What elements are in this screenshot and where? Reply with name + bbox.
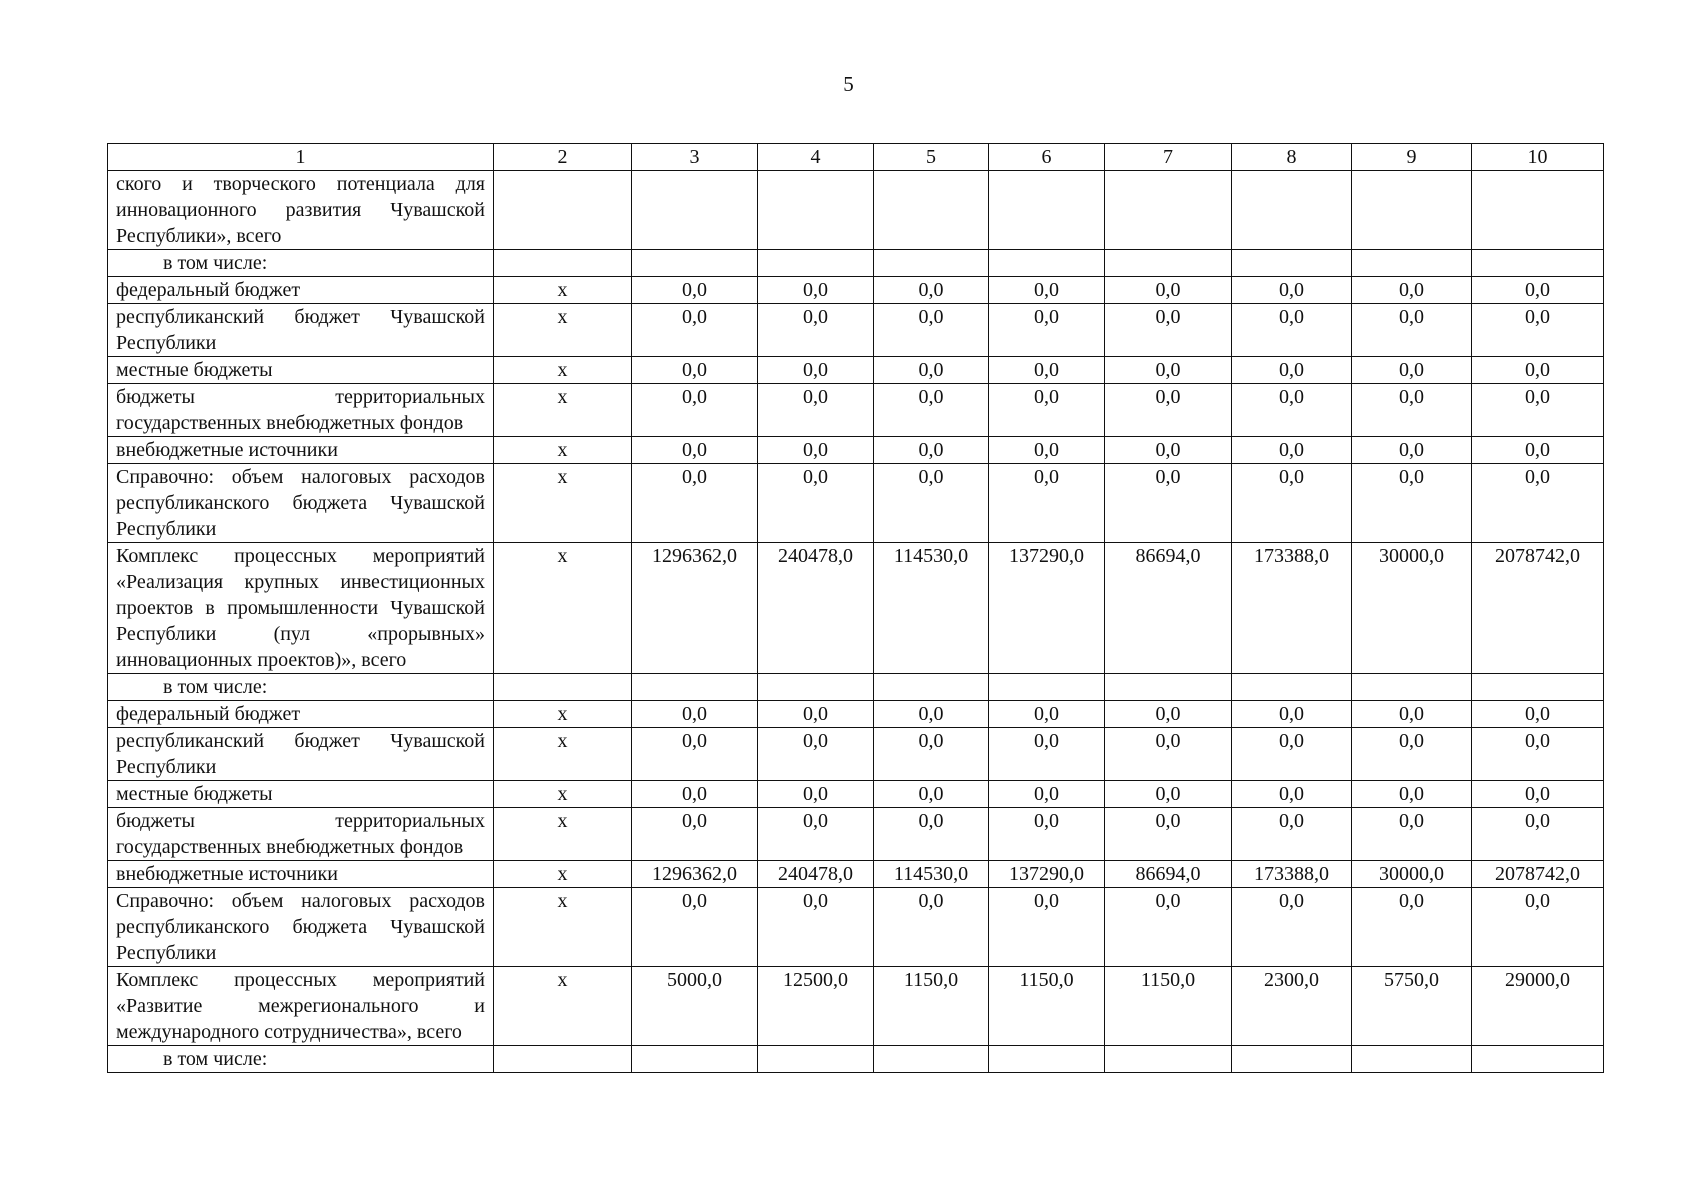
cell-value: 0,0 xyxy=(632,808,758,861)
cell-value: 0,0 xyxy=(1352,437,1472,464)
row-label: федеральный бюджет xyxy=(108,701,494,728)
cell-value: 0,0 xyxy=(1352,808,1472,861)
column-header: 2 xyxy=(494,144,632,171)
cell-value: 0,0 xyxy=(1352,701,1472,728)
table-row xyxy=(108,543,1604,674)
cell-value: 0,0 xyxy=(1472,277,1604,304)
cell-value xyxy=(1232,171,1352,250)
cell-value: 12500,0 xyxy=(758,967,874,1046)
cell-value: 0,0 xyxy=(632,277,758,304)
cell-value: 1296362,0 xyxy=(632,543,758,674)
cell-value: 0,0 xyxy=(989,808,1105,861)
cell-marker: x xyxy=(494,543,632,674)
column-header: 5 xyxy=(874,144,989,171)
cell-value xyxy=(632,250,758,277)
column-header: 9 xyxy=(1352,144,1472,171)
cell-value xyxy=(1232,1046,1352,1073)
table-row xyxy=(108,701,1604,728)
cell-value: 0,0 xyxy=(1472,701,1604,728)
cell-value: 0,0 xyxy=(1472,304,1604,357)
cell-marker: x xyxy=(494,701,632,728)
cell-value: 0,0 xyxy=(989,728,1105,781)
cell-marker xyxy=(494,250,632,277)
cell-value: 0,0 xyxy=(632,384,758,437)
cell-marker: x xyxy=(494,781,632,808)
cell-value: 5000,0 xyxy=(632,967,758,1046)
cell-value: 0,0 xyxy=(989,437,1105,464)
cell-value xyxy=(1352,674,1472,701)
cell-value: 0,0 xyxy=(1352,357,1472,384)
cell-value: 0,0 xyxy=(758,437,874,464)
cell-value xyxy=(1232,250,1352,277)
cell-value: 0,0 xyxy=(1232,304,1352,357)
cell-value: 0,0 xyxy=(1105,437,1232,464)
table-row xyxy=(108,888,1604,967)
cell-value: 0,0 xyxy=(874,384,989,437)
table-row xyxy=(108,384,1604,437)
cell-value: 240478,0 xyxy=(758,861,874,888)
cell-value: 1150,0 xyxy=(989,967,1105,1046)
cell-value xyxy=(632,1046,758,1073)
cell-value xyxy=(758,1046,874,1073)
table-row xyxy=(108,808,1604,861)
cell-value: 30000,0 xyxy=(1352,543,1472,674)
cell-value xyxy=(1472,250,1604,277)
cell-value: 0,0 xyxy=(989,781,1105,808)
row-label: федеральный бюджет xyxy=(108,277,494,304)
cell-marker: x xyxy=(494,728,632,781)
cell-value xyxy=(758,674,874,701)
cell-value xyxy=(874,1046,989,1073)
page-number: 5 xyxy=(843,72,854,96)
row-label: местные бюджеты xyxy=(108,781,494,808)
row-label: внебюджетные источники xyxy=(108,861,494,888)
column-header: 1 xyxy=(108,144,494,171)
cell-value: 0,0 xyxy=(758,701,874,728)
cell-value xyxy=(632,171,758,250)
column-header: 8 xyxy=(1232,144,1352,171)
cell-value: 0,0 xyxy=(758,277,874,304)
header-row xyxy=(108,144,1604,171)
cell-value: 0,0 xyxy=(1352,888,1472,967)
cell-value: 0,0 xyxy=(1232,357,1352,384)
cell-value: 0,0 xyxy=(1105,277,1232,304)
cell-value xyxy=(1232,674,1352,701)
cell-value: 0,0 xyxy=(1105,808,1232,861)
cell-value: 0,0 xyxy=(989,277,1105,304)
cell-value xyxy=(1352,250,1472,277)
cell-value: 0,0 xyxy=(1352,781,1472,808)
column-header: 3 xyxy=(632,144,758,171)
cell-value: 0,0 xyxy=(874,437,989,464)
cell-value: 137290,0 xyxy=(989,543,1105,674)
cell-value: 0,0 xyxy=(1232,437,1352,464)
cell-value: 1150,0 xyxy=(1105,967,1232,1046)
table-row xyxy=(108,171,1604,250)
cell-value: 2078742,0 xyxy=(1472,543,1604,674)
cell-value: 240478,0 xyxy=(758,543,874,674)
cell-value: 0,0 xyxy=(632,728,758,781)
row-label: внебюджетные источники xyxy=(108,437,494,464)
cell-value: 0,0 xyxy=(1105,781,1232,808)
cell-value xyxy=(1472,674,1604,701)
cell-value: 0,0 xyxy=(758,304,874,357)
cell-value: 0,0 xyxy=(874,357,989,384)
row-label: в том числе: xyxy=(108,674,494,701)
cell-value: 29000,0 xyxy=(1472,967,1604,1046)
cell-value: 0,0 xyxy=(1472,464,1604,543)
cell-value: 0,0 xyxy=(1352,384,1472,437)
cell-value: 0,0 xyxy=(758,464,874,543)
cell-value: 0,0 xyxy=(1352,277,1472,304)
table-row xyxy=(108,304,1604,357)
cell-value: 0,0 xyxy=(758,888,874,967)
cell-value: 30000,0 xyxy=(1352,861,1472,888)
table-row xyxy=(108,674,1604,701)
table-row xyxy=(108,250,1604,277)
cell-value xyxy=(874,674,989,701)
cell-marker: x xyxy=(494,384,632,437)
cell-value: 0,0 xyxy=(1232,728,1352,781)
row-label: республиканский бюджет Чувашской Республики xyxy=(108,304,494,357)
cell-marker: x xyxy=(494,464,632,543)
cell-marker: x xyxy=(494,277,632,304)
cell-marker: x xyxy=(494,967,632,1046)
cell-value xyxy=(758,171,874,250)
table-row xyxy=(108,781,1604,808)
cell-value: 0,0 xyxy=(1105,384,1232,437)
cell-value: 0,0 xyxy=(874,464,989,543)
cell-value xyxy=(1105,1046,1232,1073)
column-header: 4 xyxy=(758,144,874,171)
cell-value xyxy=(874,171,989,250)
row-label: республиканский бюджет Чувашской Республики xyxy=(108,728,494,781)
cell-marker: x xyxy=(494,888,632,967)
budget-table xyxy=(107,143,1604,1073)
cell-value: 114530,0 xyxy=(874,543,989,674)
table-row xyxy=(108,437,1604,464)
cell-value: 0,0 xyxy=(1105,304,1232,357)
cell-value: 0,0 xyxy=(874,304,989,357)
cell-value: 0,0 xyxy=(1232,464,1352,543)
cell-value: 0,0 xyxy=(1105,888,1232,967)
cell-marker xyxy=(494,171,632,250)
cell-marker: x xyxy=(494,861,632,888)
cell-value xyxy=(1105,674,1232,701)
table-body xyxy=(108,171,1604,1073)
cell-value: 0,0 xyxy=(874,277,989,304)
cell-marker xyxy=(494,1046,632,1073)
cell-value: 86694,0 xyxy=(1105,543,1232,674)
table-row xyxy=(108,967,1604,1046)
cell-value: 0,0 xyxy=(632,357,758,384)
cell-marker: x xyxy=(494,808,632,861)
cell-value: 0,0 xyxy=(758,357,874,384)
row-label: в том числе: xyxy=(108,1046,494,1073)
cell-value xyxy=(874,250,989,277)
cell-value: 0,0 xyxy=(632,701,758,728)
cell-marker: x xyxy=(494,357,632,384)
row-label: местные бюджеты xyxy=(108,357,494,384)
cell-value xyxy=(989,1046,1105,1073)
column-header: 7 xyxy=(1105,144,1232,171)
row-label: Справочно: объем налоговых расходов республиканского бюджета Чувашской Республики xyxy=(108,888,494,967)
cell-value: 0,0 xyxy=(758,808,874,861)
cell-value: 0,0 xyxy=(1352,728,1472,781)
table-row xyxy=(108,1046,1604,1073)
cell-value: 0,0 xyxy=(632,464,758,543)
cell-value: 1150,0 xyxy=(874,967,989,1046)
table-row xyxy=(108,357,1604,384)
row-label: бюджеты территориальных государственных внебюджетных фондов xyxy=(108,384,494,437)
cell-value: 0,0 xyxy=(1232,701,1352,728)
cell-value: 0,0 xyxy=(874,808,989,861)
cell-value: 0,0 xyxy=(1472,888,1604,967)
cell-value xyxy=(1352,1046,1472,1073)
cell-value xyxy=(989,250,1105,277)
cell-value: 5750,0 xyxy=(1352,967,1472,1046)
row-label: в том числе: xyxy=(108,250,494,277)
cell-value xyxy=(758,250,874,277)
cell-value: 0,0 xyxy=(632,888,758,967)
cell-value: 86694,0 xyxy=(1105,861,1232,888)
cell-value: 0,0 xyxy=(1472,808,1604,861)
cell-value: 0,0 xyxy=(989,384,1105,437)
cell-value: 0,0 xyxy=(1472,437,1604,464)
cell-value: 0,0 xyxy=(989,304,1105,357)
cell-value: 0,0 xyxy=(758,384,874,437)
cell-value: 0,0 xyxy=(874,728,989,781)
cell-value: 0,0 xyxy=(989,888,1105,967)
row-label: бюджеты территориальных государственных внебюджетных фондов xyxy=(108,808,494,861)
cell-value: 0,0 xyxy=(758,781,874,808)
row-label: Комплекс процессных мероприятий «Развитие межрегионального и международного сотрудничества», всего xyxy=(108,967,494,1046)
cell-value: 0,0 xyxy=(1472,384,1604,437)
cell-value: 2300,0 xyxy=(1232,967,1352,1046)
cell-value: 114530,0 xyxy=(874,861,989,888)
cell-value: 0,0 xyxy=(1232,277,1352,304)
cell-value: 0,0 xyxy=(1352,304,1472,357)
cell-value: 0,0 xyxy=(989,464,1105,543)
table-row xyxy=(108,277,1604,304)
cell-value: 0,0 xyxy=(989,701,1105,728)
cell-value: 1296362,0 xyxy=(632,861,758,888)
cell-value: 0,0 xyxy=(874,888,989,967)
column-header: 6 xyxy=(989,144,1105,171)
row-label: Справочно: объем налоговых расходов республиканского бюджета Чувашской Республики xyxy=(108,464,494,543)
cell-value: 0,0 xyxy=(758,728,874,781)
cell-value: 0,0 xyxy=(1105,357,1232,384)
cell-value xyxy=(989,674,1105,701)
table-row xyxy=(108,728,1604,781)
cell-value: 0,0 xyxy=(1105,464,1232,543)
cell-value: 0,0 xyxy=(1472,728,1604,781)
table-row xyxy=(108,861,1604,888)
cell-value: 0,0 xyxy=(1232,808,1352,861)
row-label: ского и творческого потенциала для инновационного развития Чувашской Республики», всего xyxy=(108,171,494,250)
cell-value xyxy=(1472,171,1604,250)
table-row xyxy=(108,464,1604,543)
cell-value: 0,0 xyxy=(1232,781,1352,808)
cell-marker: x xyxy=(494,437,632,464)
cell-value xyxy=(1352,171,1472,250)
cell-value: 0,0 xyxy=(632,304,758,357)
cell-value: 137290,0 xyxy=(989,861,1105,888)
cell-value: 0,0 xyxy=(1232,384,1352,437)
cell-marker xyxy=(494,674,632,701)
cell-value: 0,0 xyxy=(1232,888,1352,967)
cell-value: 0,0 xyxy=(1105,728,1232,781)
cell-value: 0,0 xyxy=(632,781,758,808)
cell-marker: x xyxy=(494,304,632,357)
cell-value: 0,0 xyxy=(874,781,989,808)
cell-value: 173388,0 xyxy=(1232,861,1352,888)
row-label: Комплекс процессных мероприятий «Реализация крупных инвестиционных проектов в промышленности Чувашской Республики (пул «прорывных» инновационных проектов)», всего xyxy=(108,543,494,674)
cell-value xyxy=(632,674,758,701)
cell-value xyxy=(1105,171,1232,250)
cell-value: 0,0 xyxy=(1472,357,1604,384)
column-header: 10 xyxy=(1472,144,1604,171)
cell-value: 0,0 xyxy=(1105,701,1232,728)
cell-value xyxy=(1472,1046,1604,1073)
cell-value: 0,0 xyxy=(1352,464,1472,543)
cell-value: 0,0 xyxy=(874,701,989,728)
cell-value xyxy=(989,171,1105,250)
cell-value: 173388,0 xyxy=(1232,543,1352,674)
cell-value xyxy=(1105,250,1232,277)
cell-value: 0,0 xyxy=(632,437,758,464)
cell-value: 0,0 xyxy=(1472,781,1604,808)
cell-value: 0,0 xyxy=(989,357,1105,384)
cell-value: 2078742,0 xyxy=(1472,861,1604,888)
